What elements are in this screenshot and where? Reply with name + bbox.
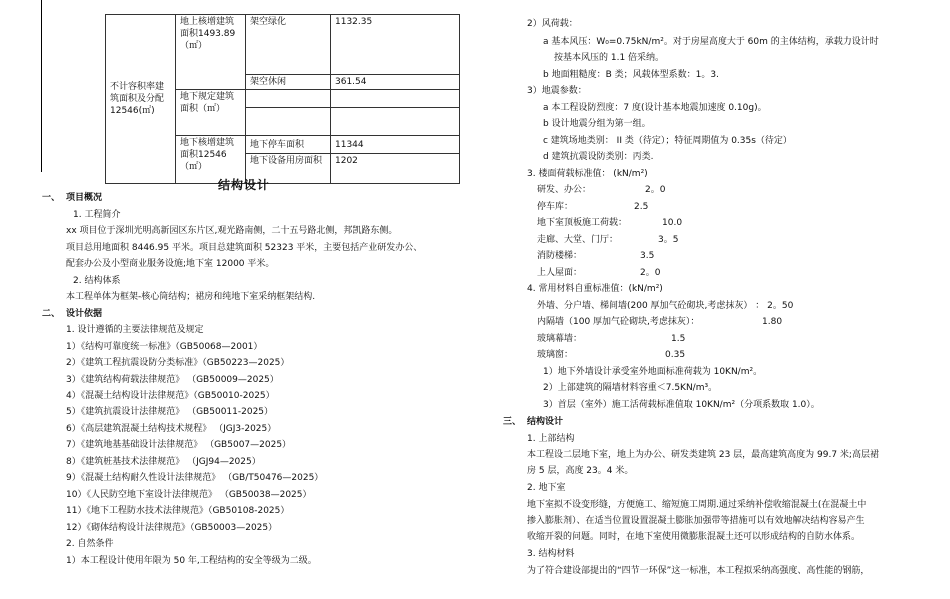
section-heading: 结构设计 bbox=[527, 417, 564, 427]
area-item-value: 361.54 bbox=[331, 75, 460, 90]
load-value: 3。5 bbox=[658, 235, 679, 245]
material-name: 玻璃幕墙： bbox=[537, 334, 583, 344]
load-name: 地下室顶板施工荷载： bbox=[537, 218, 628, 228]
area-item-value: 1132.35 bbox=[331, 15, 460, 75]
section-heading: 设计依据 bbox=[66, 309, 103, 319]
subsection-heading: 1. 设计遵循的主要法律规范及规定 bbox=[66, 325, 204, 335]
underground-area-label: 地下规定建筑面积（㎡） bbox=[176, 90, 246, 136]
code-item: 6）《高层建筑混凝土结构技术规程》 （JGJ3-2025） bbox=[66, 424, 277, 434]
section-number: 一、 bbox=[42, 193, 61, 203]
code-item: 2）《建筑工程抗震设防分类标准》（GB50223—2025） bbox=[66, 358, 290, 368]
load-value: 2。0 bbox=[645, 185, 666, 195]
load-name: 停车库： bbox=[537, 202, 574, 212]
paragraph-line: 1）本工程设计使用年限为 50 年,工程结构的安全等级为二级。 bbox=[66, 556, 317, 566]
note-line: 2）上部建筑的隔墙材料容重＜7.5KN/m³。 bbox=[543, 383, 718, 393]
area-item-name: 地下设备用房面积 bbox=[246, 154, 331, 184]
item-heading: 3）地震参数： bbox=[527, 86, 587, 96]
area-item-name: 地下停车面积 bbox=[246, 136, 331, 154]
empty-cell bbox=[331, 108, 460, 136]
code-item: 5）《建筑抗震设计法律规范》 （GB50011-2025） bbox=[66, 407, 274, 417]
material-value: 0.35 bbox=[665, 350, 686, 360]
paragraph-line: a 本工程设防烈度：7 度(设计基本地震加速度 0.10g)。 bbox=[543, 103, 767, 113]
paragraph-line: 本工程设二层地下室，地上为办公、研发类建筑 23 层，最高建筑高度为 99.7 米;高层裙 bbox=[527, 450, 879, 460]
paragraph-line: 为了符合建设部提出的“四节一环保”这一标准，本工程拟采纳高强度、高性能的钢筋， bbox=[527, 566, 870, 576]
load-value: 3.5 bbox=[640, 251, 655, 261]
empty-cell bbox=[246, 90, 331, 108]
area-item-value: 1202 bbox=[331, 154, 460, 184]
paragraph-line: 地下室拟不设变形缝，方便施工、缩短施工周期.通过采纳补偿收缩混凝土(在混凝土中 bbox=[527, 500, 867, 510]
material-line: 外墙、分户墙、梯间墙(200 厚加气砼砌块,考虑抹灰） ： 2。50 bbox=[537, 301, 794, 311]
load-value: 2。0 bbox=[640, 268, 661, 278]
load-name: 研发、办公： bbox=[537, 185, 592, 195]
above-ground-added-area-label: 地上核增建筑面积1493.89 （㎡） bbox=[176, 15, 246, 90]
material-name: 玻璃窗： bbox=[537, 350, 574, 360]
section-heading: 项目概况 bbox=[66, 193, 103, 203]
code-item: 7）《建筑地基基础设计法律规范》 （GB5007—2025） bbox=[66, 440, 292, 450]
paragraph-line: a 基本风压：W₀=0.75kN/m²。对于房屋高度大于 60m 的主体结构，承载力设计时 bbox=[543, 37, 879, 47]
subsection-heading: 2. 地下室 bbox=[527, 483, 566, 493]
material-value: 1.5 bbox=[671, 334, 686, 344]
paragraph-line: 项目总用地面积 8446.95 平米。项目总建筑面积 52323 平米，主要包括产业研发办公、 bbox=[66, 243, 423, 253]
row-group-label: 不计容积率建筑面积及分配12546(㎡) bbox=[106, 15, 176, 184]
empty-cell bbox=[246, 108, 331, 136]
subsection-heading: 3. 结构材料 bbox=[527, 549, 575, 559]
note-line: 3）首层（室外）施工活荷载标准值取 10KN/m²（分项系数取 1.0）。 bbox=[543, 400, 820, 410]
subsection-heading: 1. 工程简介 bbox=[73, 210, 121, 220]
item-heading: 2）风荷载： bbox=[527, 19, 578, 29]
paragraph-line: b 地面粗糙度：B 类；风载体型系数：1。3. bbox=[543, 70, 719, 80]
paragraph-line: 掺入膨胀剂）、在适当位置设置混凝土膨胀加强带等措施可以有效地解决结构容易产生 bbox=[527, 516, 865, 526]
load-value: 10.0 bbox=[662, 218, 683, 228]
subsection-heading: 2. 自然条件 bbox=[66, 539, 114, 549]
material-name: 内隔墙（100 厚加气砼砌块,考虑抹灰）： bbox=[537, 317, 700, 327]
code-item: 3）《建筑结构荷载法律规范》 （GB50009—2025） bbox=[66, 375, 279, 385]
area-table bbox=[105, 14, 460, 184]
load-value: 2.5 bbox=[634, 202, 649, 212]
area-item-value: 11344 bbox=[331, 136, 460, 154]
paragraph-line: 配套办公及小型商业服务设施;地下室 12000 平米。 bbox=[66, 259, 275, 269]
paragraph-line: b 设计地震分组为第一组。 bbox=[543, 119, 651, 129]
subsection-heading: 1. 上部结构 bbox=[527, 434, 575, 444]
code-item: 1）《结构可靠度统一标准》（GB50068—2001） bbox=[66, 342, 263, 352]
code-item: 12）《砌体结构设计法律规范》（GB50003—2025） bbox=[66, 523, 278, 533]
code-item: 11）《地下工程防水技术法律规范》（GB50108-2025） bbox=[66, 506, 290, 516]
paragraph-line: 本工程单体为框架-核心筒结构；裙房和纯地下室采纳框架结构. bbox=[66, 292, 316, 302]
section-number: 二、 bbox=[42, 309, 61, 319]
item-heading: 4. 常用材料自重标准值：(kN/m²) bbox=[527, 284, 663, 294]
load-name: 走廊、大堂、门厅： bbox=[537, 235, 619, 245]
paragraph-line: d 建筑抗震设防类别：丙类. bbox=[543, 152, 654, 162]
area-item-name: 架空休闲 bbox=[246, 75, 331, 90]
subsection-heading: 2. 结构体系 bbox=[73, 276, 121, 286]
page-title: 结构设计 bbox=[218, 178, 271, 192]
paragraph-line: xx 项目位于深圳光明高新园区东片区,观光路南侧，二十五号路北侧，邦凯路东侧。 bbox=[66, 226, 398, 236]
code-item: 8）《建筑桩基技术法律规范》 （JGJ94—2025） bbox=[66, 457, 261, 467]
left-margin-rule bbox=[41, 0, 42, 172]
load-name: 上人屋面： bbox=[537, 268, 583, 278]
code-item: 4）《混凝土结构设计法律规范》（GB50010-2025） bbox=[66, 391, 275, 401]
paragraph-line: 收缩开裂的问题。同时，在地下室使用微膨胀混凝土还可以形成结构的自防水体系。 bbox=[527, 532, 861, 542]
section-number: 三、 bbox=[503, 417, 522, 427]
underground-added-area-label: 地下核增建筑面积12546（㎡） bbox=[176, 136, 246, 184]
paragraph-line: c 建筑场地类别： II 类（待定）；特征周期值为 0.35s（待定） bbox=[543, 136, 792, 146]
paragraph-line: 房 5 层，高度 23。4 米。 bbox=[527, 466, 634, 476]
paragraph-line: 按基本风压的 1.1 倍采纳。 bbox=[554, 53, 665, 63]
area-item-name: 架空绿化 bbox=[246, 15, 331, 75]
material-value: 1.80 bbox=[762, 317, 783, 327]
code-item: 10）《人民防空地下室设计法律规范》 （GB50038—2025） bbox=[66, 490, 312, 500]
code-item: 9）《混凝土结构耐久性设计法律规范》 （GB/T50476—2025） bbox=[66, 473, 324, 483]
load-name: 消防楼梯： bbox=[537, 251, 583, 261]
empty-cell bbox=[331, 90, 460, 108]
item-heading: 3. 楼面荷载标准值： (kN/m²) bbox=[527, 169, 648, 179]
note-line: 1）地下外墙设计承受室外地面标准荷载为 10KN/m²。 bbox=[543, 367, 763, 377]
